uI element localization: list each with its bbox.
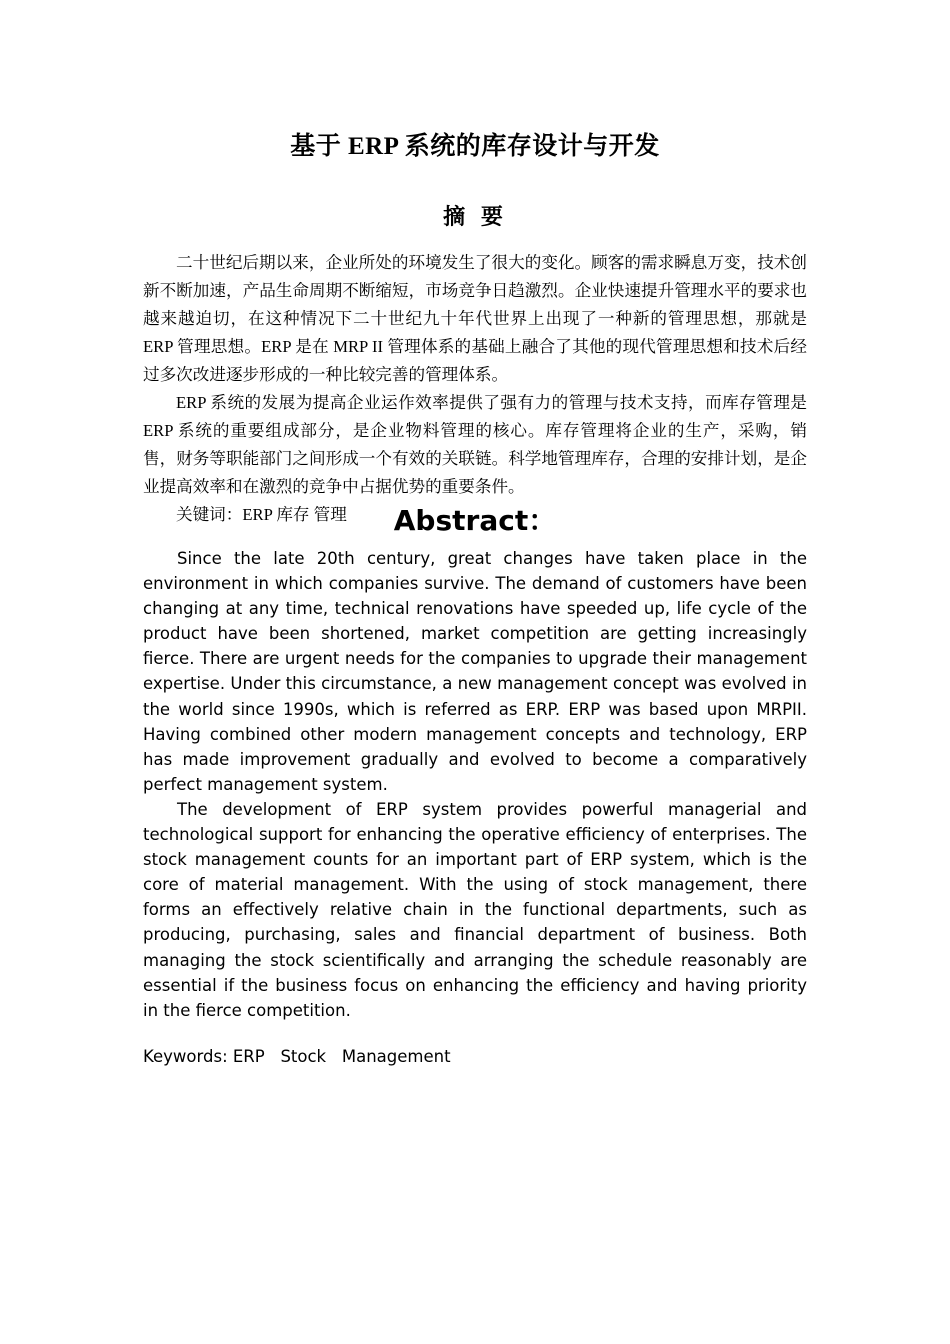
chinese-paragraph: 二十世纪后期以来，企业所处的环境发生了很大的变化。顾客的需求瞬息万变，技术创新不断加速，产品生命周期不断缩短，市场竞争日趋激烈。企业快速提升管理水平的要求也越来越迫切，在这种情况下二十世纪九十年代世界上出现了一种新的管理思想，那就是 ERP 管理思想。ERP 是在 MRP II 管理体系的基础上融合了其他的现代管理思想和技术后经过多次改进逐步形成的一种比较完善的管理体系。: [143, 253, 807, 384]
page-title: 基于 ERP 系统的库存设计与开发: [290, 133, 660, 160]
english-paragraph: The development of ERP system provides powerful managerial and technological support for enhancing the operative efficiency of enterprises. The stock management counts for an important part of ERP system, which is the core of material management. With the using of stock management, there forms an effectively relative chain in the functional departments, such as producing, purchasing, sales and financial department of business. Both managing the stock scientifically and arranging the schedule reasonably are essential if the business focus on enhancing the efficiency and having priority in the fierce competition.: [143, 799, 807, 1020]
english-abstract-body: [143, 546, 807, 1023]
english-paragraph: Since the late 20th century, great changes have taken place in the environment in which companies survive. The demand of customers have been changing at any time, technical renovations have speeded up, life cycle of the product have been shortened, market competition are getting increasingly fierce. There are urgent needs for the companies to upgrade their management expertise. Under this circumstance, a new management concept was evolved in the world since 1990s, which is referred as ERP. ERP was based upon MRPII. Having combined other modern management concepts and technology, ERP has made improvement gradually and evolved to become a comparatively perfect management system.: [143, 549, 807, 794]
chinese-paragraph: ERP 系统的发展为提高企业运作效率提供了强有力的管理与技术支持，而库存管理是 ERP 系统的重要组成部分，是企业物料管理的核心。库存管理将企业的生产，采购，销售，财务等职能部门之间形成一个有效的关联链。科学地管理库存，合理的安排计划，是企业提高效率和在激烈的竞争中占据优势的重要条件。: [143, 393, 807, 496]
chinese-abstract-body: [143, 249, 807, 529]
english-keywords: Keywords: ERP Stock Management: [143, 1047, 451, 1066]
english-abstract-heading: Abstract：: [393, 504, 557, 537]
chinese-abstract-heading: 摘 要: [443, 205, 507, 230]
chinese-keywords: 关键词：ERP 库存 管理: [176, 505, 347, 524]
